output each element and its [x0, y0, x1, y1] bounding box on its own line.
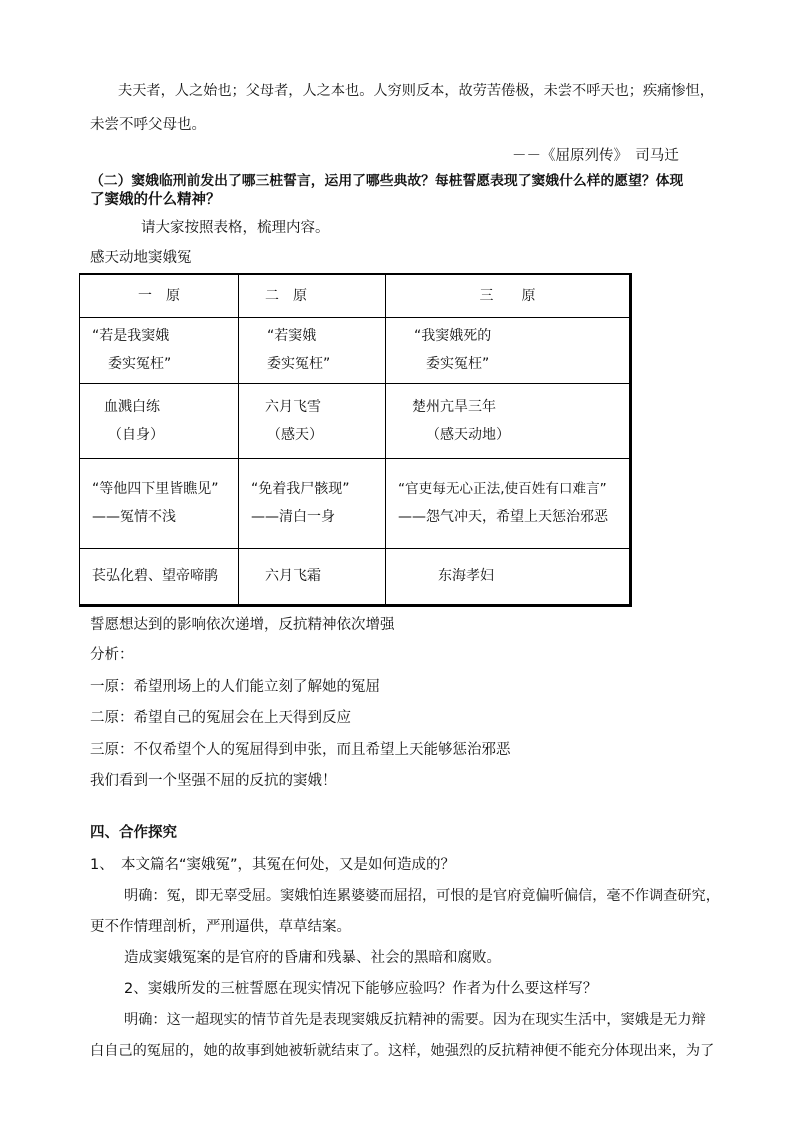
header-vow-1: 一 原: [138, 287, 180, 304]
cell-text: “官吏每无心正法,使百姓有口难言”: [398, 481, 607, 497]
cell-text: “等他四下里皆瞧见”: [92, 481, 219, 497]
table-cell: [386, 548, 631, 605]
table-cell: [386, 458, 631, 548]
table-header-row: [80, 274, 631, 317]
analysis-conclusion: 我们看到一个坚强不屈的反抗的窦娥！: [90, 773, 337, 789]
section-4-heading: 四、合作探究: [90, 825, 177, 841]
question-2-instruction: 请大家按照表格，梳理内容。: [141, 220, 330, 236]
cell-text: （感天动地）: [426, 426, 510, 443]
table-cell: [386, 383, 631, 458]
header-cell: [80, 274, 239, 317]
analysis-item-1: 一原：希望刑场上的人们能立刻了解她的冤屈: [90, 679, 380, 695]
cell-text: ——怨气冲天，希望上天惩治邪恶: [398, 509, 608, 525]
table-row: [80, 383, 631, 458]
table-row: [80, 458, 631, 548]
answer-1-line-3: 造成窦娥冤案的是官府的昏庸和残暴、社会的黑暗和腐败。: [124, 950, 501, 966]
header-vow-2: 二 原: [265, 287, 307, 304]
answer-2-line-1: 明确：这一超现实的情节首先是表现窦娥反抗精神的需要。因为在现实生活中，窦娥是无力辩: [124, 1012, 706, 1028]
analysis-item-2: 二原：希望自己的冤屈会在上天得到反应: [90, 710, 351, 726]
cell-text: 六月飞雪: [265, 398, 321, 415]
table-row: [80, 317, 631, 383]
table-cell: [239, 458, 386, 548]
question-2-line-2: 了窦娥的什么精神？: [90, 192, 221, 208]
table-cell: [80, 317, 239, 383]
quote-attribution: －－《屈原列传》 司马迁: [512, 148, 679, 164]
cell-text: “若窦娥: [267, 328, 317, 344]
answer-1-line-2: 更不作情理剖析，严刑逼供，草草结案。: [90, 919, 351, 935]
table-cell: [386, 317, 631, 383]
analysis-label: 分析：: [90, 647, 134, 663]
cell-text: 楚州亢旱三年: [412, 398, 496, 415]
table-caption: 感天动地窦娥冤: [90, 250, 192, 266]
cell-text: 苌弘化碧、望帝啼鹃: [92, 568, 218, 584]
table-cell: [239, 317, 386, 383]
answer-1-line-1: 明确：冤，即无辜受屈。窦娥怕连累婆婆而屈招，可恨的是官府竟偏听偏信，毫不作调查研究，: [124, 888, 720, 904]
analysis-summary: 誓愿想达到的影响依次递增，反抗精神依次增强: [90, 617, 395, 633]
header-cell: [386, 274, 631, 317]
cell-text: 血溅白练: [104, 398, 160, 415]
vows-table: [79, 273, 632, 607]
section-4-question-2: 2、窦娥所发的三桩誓愿在现实情况下能够应验吗？作者为什么要这样写？: [124, 981, 598, 997]
cell-text: 东海孝妇: [438, 568, 494, 584]
quote-line-1: 夫天者，人之始也；父母者，人之本也。人穷则反本，故劳苦倦极，未尝不呼天也；疾痛惨怛，: [118, 83, 714, 99]
table-cell: [80, 383, 239, 458]
cell-text: “我窦娥死的: [414, 328, 492, 344]
answer-2-line-2: 白自己的冤屈的，她的故事到她被斩就结束了。这样，她强烈的反抗精神便不能充分体现出来，为了: [90, 1043, 715, 1059]
cell-text: 委实冤枉”: [267, 356, 331, 372]
quote-line-2: 未尝不呼父母也。: [90, 117, 206, 133]
table-cell: [80, 548, 239, 605]
analysis-item-3: 三原：不仅希望个人的冤屈得到申张，而且希望上天能够惩治邪恶: [90, 742, 511, 758]
header-cell: [239, 274, 386, 317]
cell-text: 委实冤枉”: [426, 356, 490, 372]
cell-text: ——清白一身: [251, 509, 335, 525]
header-vow-3: 三 原: [479, 287, 536, 304]
cell-text: （感天）: [267, 426, 323, 443]
table-cell: [239, 548, 386, 605]
cell-text: 委实冤枉”: [108, 356, 172, 372]
question-2-line-1: （二）窦娥临刑前发出了哪三桩誓言，运用了哪些典故？每桩誓愿表现了窦娥什么样的愿望？体现: [90, 173, 684, 189]
table-row: [80, 548, 631, 605]
cell-text: （自身）: [108, 426, 164, 443]
cell-text: ——冤情不浅: [92, 509, 176, 525]
table-cell: [80, 458, 239, 548]
cell-text: “若是我窦娥: [92, 328, 170, 344]
cell-text: “免着我尸骸现”: [251, 481, 350, 497]
cell-text: 六月飞霜: [265, 568, 321, 584]
section-4-question-1: 1、 本文篇名“窦娥冤”，其冤在何处，又是如何造成的？: [90, 857, 455, 873]
table-cell: [239, 383, 386, 458]
